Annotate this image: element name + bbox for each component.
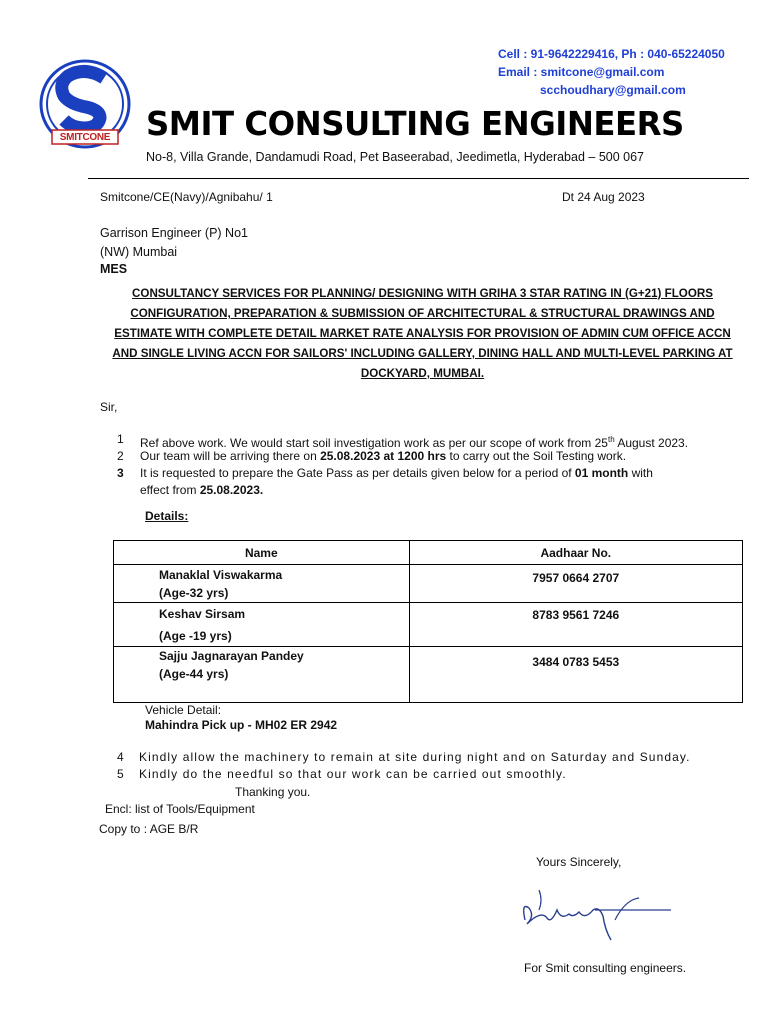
cell-name	[114, 647, 410, 703]
cell-name	[114, 603, 410, 647]
point-3-text	[140, 465, 653, 482]
point-3-part-a: It is requested to prepare the Gate Pass as per details given below for a period of	[140, 466, 575, 480]
addressee-block	[100, 224, 248, 277]
person-name: Keshav Sirsam	[159, 607, 246, 621]
point-2-number: 2	[117, 449, 124, 463]
header-name: Name	[114, 541, 410, 565]
contact-phone: Cell : 91-9642229416, Ph : 040-65224050	[498, 47, 725, 61]
point-4-number: 4	[117, 750, 125, 764]
point-2-text	[140, 448, 626, 465]
company-name: SMIT CONSULTING ENGINEERS	[146, 104, 684, 143]
table-row	[114, 565, 743, 603]
cell-aadhaar: 7957 0664 2707	[409, 565, 742, 603]
point-2-arrival: 25.08.2023 at 1200 hrs	[320, 449, 447, 463]
table-row	[114, 603, 743, 647]
point-3-period: 01 month	[574, 466, 629, 480]
cell-aadhaar: 8783 9561 7246	[409, 603, 742, 647]
vehicle-label: Vehicle Detail:	[145, 703, 222, 717]
salutation: Sir,	[100, 400, 118, 414]
copy-to-line: Copy to : AGE B/R	[99, 822, 199, 836]
point-3-text-line-2	[140, 482, 263, 499]
signature	[515, 880, 685, 950]
point-1-tail: August 2023.	[614, 436, 689, 450]
point-2-part-c: to carry out the Soil Testing work.	[446, 449, 627, 463]
handwritten-signature-graphic	[515, 880, 685, 950]
vehicle-value: Mahindra Pick up - MH02 ER 2942	[145, 718, 338, 732]
addressee-line-1: Garrison Engineer (P) No1	[100, 226, 248, 240]
addressee-line-3: MES	[100, 262, 128, 276]
table-header-row	[114, 541, 743, 565]
person-name: Manaklal Viswakarma	[159, 568, 283, 582]
header-aadhaar: Aadhaar No.	[409, 541, 742, 565]
point-1-superscript: th	[607, 435, 615, 444]
company-address: No-8, Villa Grande, Dandamudi Road, Pet Baseerabad, Jeedimetla, Hyderabad – 500 067	[146, 150, 644, 164]
enclosure-line: Encl: list of Tools/Equipment	[105, 802, 255, 816]
subject-line-3: ESTIMATE WITH COMPLETE DETAIL MARKET RATE ANALYSIS FOR PROVISION OF ADMIN CUM OFFICE ACCN	[114, 327, 731, 340]
details-heading: Details:	[145, 509, 189, 523]
subject-line-4: AND SINGLE LIVING ACCN FOR SAILORS' INCLUDING GALLERY, DINING HALL AND MULTI-LEVEL PARKING AT	[112, 347, 733, 360]
person-age: (Age -19 yrs)	[159, 629, 232, 643]
point-3-number: 3	[117, 466, 124, 480]
logo-text: SMITCONE	[59, 132, 111, 143]
point-3-part-c: with	[628, 466, 653, 480]
subject-line-1: CONSULTANCY SERVICES FOR PLANNING/ DESIGNING WITH GRIHA 3 STAR RATING IN (G+21) FLOORS	[132, 287, 713, 300]
contact-block	[498, 45, 725, 99]
point-5-text: Kindly do the needful so that our work can be carried out smoothly.	[139, 767, 567, 781]
point-1-body: Ref above work. We would start soil investigation work as per our scope of work from 25	[140, 436, 608, 450]
person-age: (Age-44 yrs)	[159, 667, 229, 681]
cell-name	[114, 565, 410, 603]
letter-date: Dt 24 Aug 2023	[562, 190, 645, 204]
letterhead-divider	[88, 178, 749, 179]
company-logo	[38, 58, 132, 154]
contact-email: Email : smitcone@gmail.com	[498, 65, 665, 79]
closing-line: Yours Sincerely,	[536, 855, 622, 869]
cell-aadhaar: 3484 0783 5453	[409, 647, 742, 703]
point-1-number: 1	[117, 432, 124, 446]
point-3-effective-date: 25.08.2023.	[199, 483, 264, 497]
signoff-line: For Smit consulting engineers.	[524, 961, 687, 975]
reference-number: Smitcone/CE(Navy)/Agnibahu/ 1	[100, 190, 273, 204]
person-age: (Age-32 yrs)	[159, 586, 229, 600]
details-table	[113, 540, 743, 703]
point-5-number: 5	[117, 767, 125, 781]
point-2-part-a: Our team will be arriving there on	[140, 449, 321, 463]
subject-line-5: DOCKYARD, MUMBAI.	[360, 367, 485, 380]
addressee-line-2: (NW) Mumbai	[100, 245, 178, 259]
point-4-text: Kindly allow the machinery to remain at site during night and on Saturday and Sunday.	[139, 750, 691, 764]
person-name: Sajju Jagnarayan Pandey	[159, 649, 304, 663]
point-3-part-d: effect from	[140, 483, 200, 497]
contact-email-2: scchoudhary@gmail.com	[540, 83, 686, 97]
subject-line-2: CONFIGURATION, PREPARATION & SUBMISSION OF ARCHITECTURAL & STRUCTURAL DRAWINGS AND	[130, 307, 715, 320]
thanks-line: Thanking you.	[235, 785, 311, 799]
subject	[100, 284, 745, 384]
table-row	[114, 647, 743, 703]
